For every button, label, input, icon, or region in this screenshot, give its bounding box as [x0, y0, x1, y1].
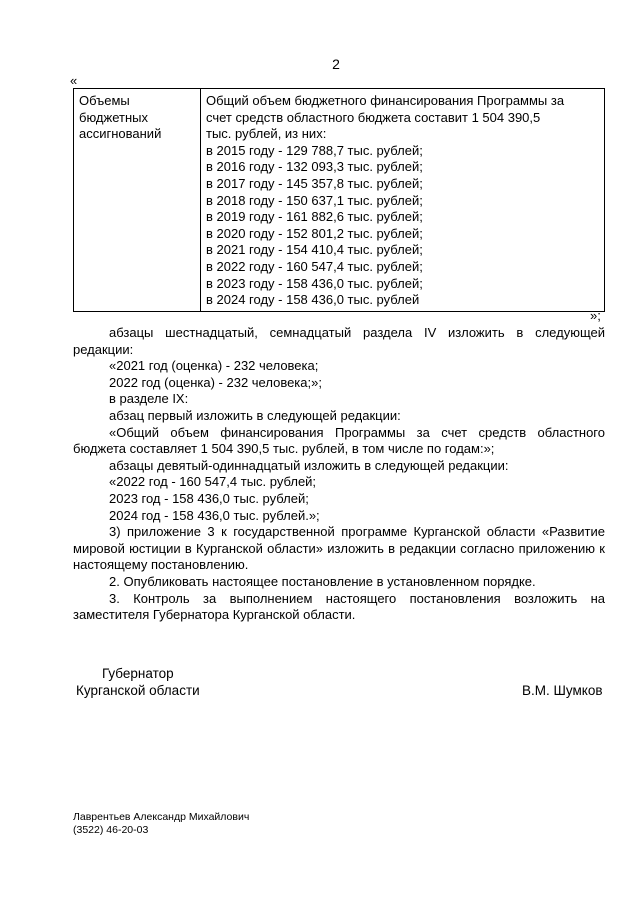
paragraph: 2023 год - 158 436,0 тыс. рублей; — [109, 490, 309, 506]
page-number: 2 — [332, 56, 340, 72]
executor-name: Лаврентьев Александр Михайлович — [73, 811, 250, 823]
value-line: в 2023 году - 158 436,0 тыс. рублей; — [206, 275, 423, 291]
value-line: Общий объем бюджетного финансирования Программы за — [206, 93, 565, 108]
paragraph: абзац первый изложить в следующей редакции: — [109, 407, 401, 423]
paragraph: «Общий объем финансирования Программы за счет средств областного бюджета составляет 1 504 390,5 тыс. рублей, в том числе по годам:»; — [73, 424, 605, 457]
paragraph: «2021 год (оценка) - 232 человека; — [109, 358, 319, 374]
value-line: в 2016 году - 132 093,3 тыс. рублей; — [206, 159, 423, 175]
value-line: в 2017 году - 145 357,8 тыс. рублей; — [206, 175, 423, 191]
table-row — [74, 89, 605, 312]
value-line: в 2018 году - 150 637,1 тыс. рублей; — [206, 192, 423, 208]
label-line: Объемы — [79, 93, 130, 108]
value-line: в 2019 году - 161 882,6 тыс. рублей; — [206, 209, 423, 225]
paragraph: 2022 год (оценка) - 232 человека;»; — [109, 374, 322, 390]
value-line: в 2022 году - 160 547,4 тыс. рублей; — [206, 258, 423, 274]
table-value-cell — [201, 89, 605, 312]
signatory-title-line1: Губернатор — [102, 666, 174, 681]
paragraph: 3) приложение 3 к государственной программе Курганской области «Развитие мировой юстиции в Курганской области» изложить в редакции согласно приложению к настоящему постановлению. — [73, 524, 605, 573]
value-line: тыс. рублей, из них: — [206, 126, 327, 142]
value-line: счет средств областного бюджета составит 1 504 390,5 — [206, 109, 541, 125]
signatory-title-line2: Курганской области — [76, 683, 200, 698]
paragraph: абзацы шестнадцатый, семнадцатый раздела IV изложить в следующей редакции: — [73, 325, 605, 357]
opening-quote: « — [70, 73, 78, 88]
value-line: в 2015 году - 129 788,7 тыс. рублей; — [206, 142, 423, 158]
value-line: в 2024 году - 158 436,0 тыс. рублей — [206, 292, 420, 308]
paragraph: «2022 год - 160 547,4 тыс. рублей; — [109, 474, 317, 490]
paragraph: 2. Опубликовать настоящее постановление в установленном порядке. — [109, 573, 536, 589]
paragraph: в разделе IX: — [109, 391, 189, 407]
value-line: в 2020 году - 152 801,2 тыс. рублей; — [206, 225, 423, 241]
label-line: ассигнований — [79, 126, 162, 142]
table-label-cell — [74, 89, 201, 312]
budget-allocation-table — [73, 88, 605, 312]
closing-quote: »; — [590, 308, 601, 323]
paragraph: абзацы девятый-одиннадцатый изложить в следующей редакции: — [109, 457, 509, 473]
paragraph: 2024 год - 158 436,0 тыс. рублей.»; — [109, 507, 320, 523]
executor-info — [73, 811, 249, 837]
value-line: в 2021 году - 154 410,4 тыс. рублей; — [206, 242, 423, 258]
executor-phone: (3522) 46-20-03 — [73, 824, 149, 836]
signatory-name: В.М. Шумков — [522, 683, 603, 698]
label-line: бюджетных — [79, 109, 148, 125]
document-body — [73, 325, 605, 624]
paragraph: 3. Контроль за выполнением настоящего постановления возложить на заместителя Губернатора Курганской области. — [73, 590, 605, 623]
